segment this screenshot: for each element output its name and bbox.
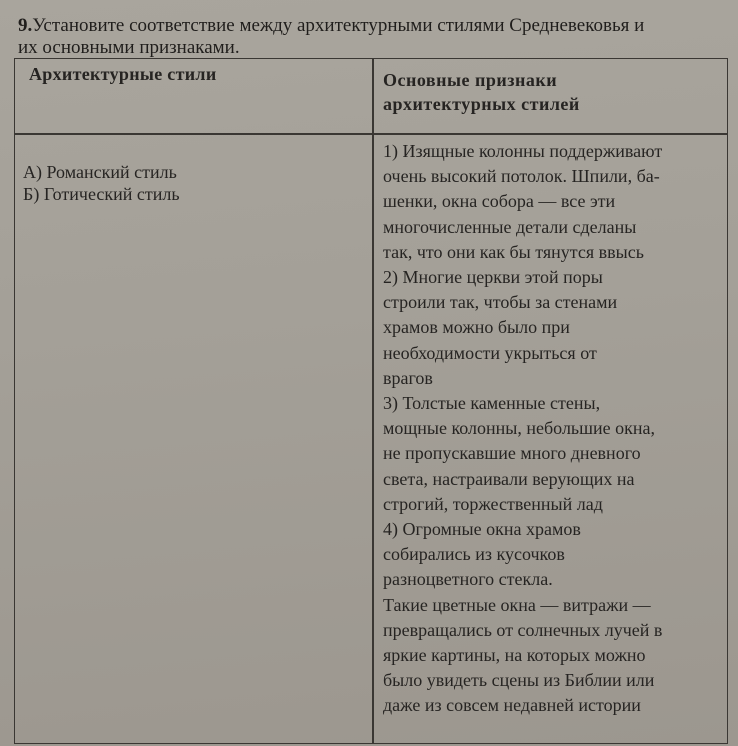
feature-line: шенки, окна собора — все эти	[383, 191, 616, 212]
feature-item-3	[383, 391, 723, 517]
feature-line: очень высокий потолок. Шпили, ба-	[383, 166, 660, 187]
styles-list	[23, 161, 180, 205]
feature-item-1	[383, 139, 723, 265]
feature-line: было увидеть сцены из Библии или	[383, 670, 655, 691]
feature-line: храмов можно было при	[383, 317, 570, 338]
feature-line: превращались от солнечных лучей в	[383, 619, 663, 640]
task-text-line-1: Установите соответствие между архитектурными стилями Средневековья и	[32, 15, 645, 36]
feature-line: разноцветного стекла.	[383, 569, 553, 590]
feature-item-4	[383, 517, 723, 719]
feature-line: собирались из кусочков	[383, 544, 565, 565]
header-styles: Архитектурные стили	[29, 64, 217, 84]
header-features-line-2: архитектурных стилей	[383, 94, 580, 114]
header-features	[383, 68, 713, 116]
feature-line: мощные колонны, небольшие окна,	[383, 418, 655, 439]
task-title-line-1	[18, 15, 730, 37]
feature-line: строгий, торжественный лад	[383, 493, 603, 514]
feature-line: строили так, чтобы за стенами	[383, 292, 618, 313]
feature-line: необходимости укрыться от	[383, 342, 597, 363]
header-features-line-1: Основные признаки	[383, 70, 558, 90]
feature-line: яркие картины, на которых можно	[383, 645, 646, 666]
feature-line: даже из совсем недавней истории	[383, 695, 641, 716]
feature-line: 1) Изящные колонны поддерживают	[383, 141, 663, 161]
column-divider	[372, 59, 374, 743]
header-divider	[15, 133, 727, 135]
feature-line: Такие цветные окна — витражи —	[383, 594, 651, 615]
feature-line: многочисленные детали сделаны	[383, 216, 637, 237]
task-number: 9.	[18, 15, 33, 36]
matching-table	[14, 58, 728, 744]
features-list	[383, 139, 723, 719]
feature-item-2	[383, 265, 723, 391]
feature-line: 2) Многие церкви этой поры	[383, 267, 603, 288]
style-item-romanesque: А) Романский стиль	[23, 162, 177, 182]
task-title	[18, 15, 730, 59]
feature-line: 4) Огромные окна храмов	[383, 519, 581, 540]
feature-line: света, настраивали верующих на	[383, 468, 635, 489]
style-item-gothic: Б) Готический стиль	[23, 184, 180, 204]
task-text-line-2: их основными признаками.	[18, 37, 240, 58]
feature-line: так, что они как бы тянутся ввысь	[383, 241, 644, 262]
feature-line: не пропускавшие много дневного	[383, 443, 641, 464]
feature-line: врагов	[383, 367, 433, 388]
feature-line: 3) Толстые каменные стены,	[383, 393, 601, 414]
